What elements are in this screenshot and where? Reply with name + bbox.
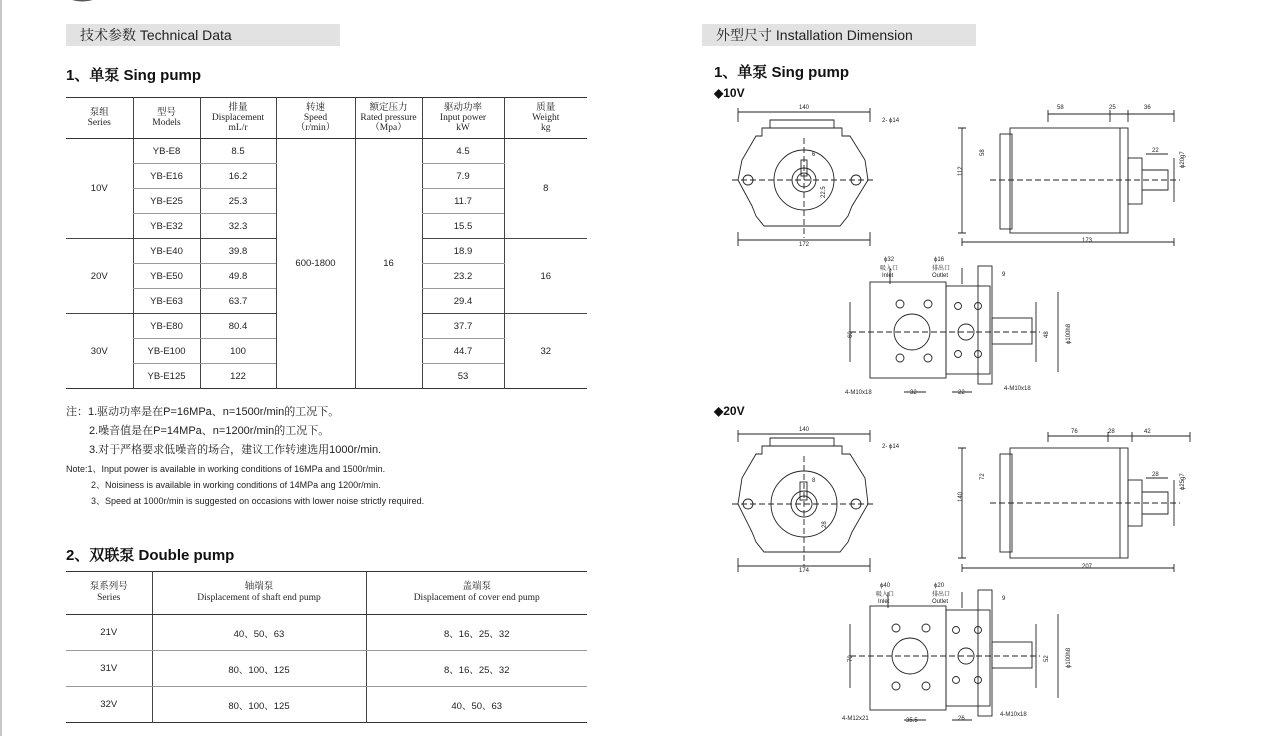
dim-side-h2: 140	[958, 491, 964, 502]
diagram-20v	[700, 416, 1200, 734]
dim-side-h1: 72	[980, 473, 986, 480]
dim-front-top: 140	[799, 105, 810, 111]
diagram-10v	[700, 98, 1200, 400]
power-cell: 15.5	[422, 214, 504, 239]
dim-p32: 32	[910, 390, 917, 396]
subheading-20v: ◆20V	[714, 404, 745, 418]
dim-bolt2: 4-M10x18	[1000, 712, 1027, 718]
dim-side-top2: 25	[1109, 105, 1116, 111]
shaft-end-cell: 80、100、125	[152, 651, 366, 687]
dim-side-shaft: ϕ20g7	[1180, 151, 1186, 168]
weight-cell: 8	[504, 139, 587, 239]
dim-p35: 35.5	[906, 718, 918, 724]
table-row	[66, 139, 587, 164]
pressure-cell: 16	[355, 139, 422, 389]
dim-holes: 2- ϕ14	[882, 118, 900, 124]
series-cell: 20V	[66, 239, 133, 314]
power-cell: 4.5	[422, 139, 504, 164]
model-cell: YB-E40	[133, 239, 200, 264]
model-cell: YB-E25	[133, 189, 200, 214]
installation-dimension-bar	[702, 24, 976, 46]
model-cell: YB-E80	[133, 314, 200, 339]
dim-p9: 9	[1002, 272, 1006, 278]
note-cn-2: 2.噪音值是在P=14MPa、n=1200r/min的工况下。	[89, 425, 330, 437]
dim-side-key: 28	[1152, 472, 1159, 478]
header-power: 驱动功率 Input power kW	[422, 98, 504, 139]
dim-side-top3: 36	[1144, 105, 1151, 111]
series-cell: 31V	[66, 651, 152, 687]
dim-key: 6	[812, 152, 816, 158]
model-cell: YB-E100	[133, 339, 200, 364]
model-cell: YB-E125	[133, 364, 200, 389]
displacement-cell: 32.3	[200, 214, 276, 239]
dim-front-bottom: 172	[799, 242, 810, 248]
power-cell: 7.9	[422, 164, 504, 189]
displacement-cell: 122	[200, 364, 276, 389]
cover-end-cell: 8、16、25、32	[366, 615, 587, 651]
dim-side-bottom: 173	[1082, 238, 1093, 244]
page-edge	[0, 0, 2, 736]
displacement-cell: 49.8	[200, 264, 276, 289]
shaft-end-cell: 80、100、125	[152, 687, 366, 723]
dim-port-in: ϕ40	[880, 583, 891, 589]
speed-cell: 600-1800	[276, 139, 355, 389]
power-cell: 44.7	[422, 339, 504, 364]
displacement-cell: 100	[200, 339, 276, 364]
dim-bolt1: 4-M10x18	[845, 390, 872, 396]
cover-end-cell: 8、16、25、32	[366, 651, 587, 687]
dim-front-top: 140	[799, 427, 810, 433]
dim-center: 22.5	[821, 186, 827, 198]
header-cover-end: 盖端泵 Displacement of cover end pump	[366, 572, 587, 615]
single-pump-heading: 1、单泵 Sing pump	[66, 67, 202, 84]
displacement-cell: 8.5	[200, 139, 276, 164]
table-header-row	[66, 98, 587, 139]
displacement-cell: 63.7	[200, 289, 276, 314]
double-pump-heading: 2、双联泵 Double pump	[66, 547, 235, 564]
dim-front-bottom: 174	[799, 568, 810, 574]
dim-port-in-en: Inlet	[882, 273, 894, 279]
header-displacement: 排量 Displacement mL/r	[200, 98, 276, 139]
series-cell: 32V	[100, 699, 118, 710]
table-row	[66, 687, 587, 723]
dim-port-out: ϕ20	[934, 583, 945, 589]
front-view-20v	[732, 430, 876, 572]
dim-bolt2: 4-M10x18	[1004, 386, 1031, 392]
dim-holes: 2- ϕ14	[882, 444, 900, 450]
dim-side-key: 22	[1152, 148, 1159, 154]
header-shaft-end: 轴端泵 Displacement of shaft end pump	[152, 572, 366, 615]
header-series: 泵系列号 Series	[66, 572, 152, 615]
model-cell: YB-E16	[133, 164, 200, 189]
right-single-pump-heading: 1、单泵 Sing pump	[714, 64, 850, 81]
power-cell: 11.7	[422, 189, 504, 214]
note-cn-3: 3.对于严格要求低噪音的场合，建议工作转速选用1000r/min.	[89, 444, 382, 456]
cover-end-cell: 40、50、63	[366, 687, 587, 723]
dim-p60: 60	[848, 331, 854, 338]
dim-side-top1: 58	[1057, 105, 1064, 111]
dim-p9: 9	[1002, 596, 1006, 602]
dim-center: 28	[822, 521, 828, 528]
dim-side-bottom: 207	[1082, 564, 1093, 570]
technical-data-title: 技术参数 Technical Data	[80, 27, 232, 43]
power-cell: 53	[422, 364, 504, 389]
installation-dimension-title: 外型尺寸 Installation Dimension	[716, 27, 913, 43]
model-cell: YB-E63	[133, 289, 200, 314]
power-cell: 18.9	[422, 239, 504, 264]
power-cell: 23.2	[422, 264, 504, 289]
note-en-1: Note:1、Input power is available in working conditions of 16MPa and 1500r/min.	[66, 464, 386, 474]
dim-port-in: ϕ32	[884, 257, 895, 263]
front-view-10v	[732, 108, 876, 246]
dim-side-top3: 42	[1144, 429, 1151, 435]
double-pump-table	[66, 571, 587, 723]
dim-p26: 26	[958, 716, 965, 722]
dim-port-in-cn: 吸入口	[876, 592, 895, 598]
dim-side-h2: 112	[958, 166, 964, 176]
header-series: 泵组 Series	[66, 98, 133, 139]
model-cell: YB-E50	[133, 264, 200, 289]
dim-port-in-en: Inlet	[878, 599, 890, 605]
displacement-cell: 39.8	[200, 239, 276, 264]
technical-data-bar	[66, 24, 340, 46]
subheading-10v: ◆10V	[714, 86, 745, 100]
dim-p52: 52	[1044, 655, 1050, 662]
header-speed: 转速 Speed （r/min）	[276, 98, 355, 139]
power-cell: 29.4	[422, 289, 504, 314]
dim-port-out-en: Outlet	[932, 599, 949, 605]
dim-pilot: ϕ100h8	[1066, 647, 1072, 668]
port-view-20v	[850, 590, 1058, 720]
dim-port-out-en: Outlet	[932, 273, 949, 279]
dim-pilot: ϕ100h8	[1066, 323, 1072, 344]
table-row	[66, 651, 587, 687]
series-cell: 10V	[66, 139, 133, 239]
dim-p22: 22	[958, 390, 965, 396]
dim-port-out: ϕ16	[934, 257, 945, 263]
side-view-20v	[958, 432, 1190, 572]
notes-block	[66, 403, 424, 509]
power-cell: 37.7	[422, 314, 504, 339]
dim-side-top1: 76	[1071, 429, 1078, 435]
dim-side-h1: 58	[980, 149, 986, 156]
header-weight: 质量 Weight kg	[504, 98, 587, 139]
weight-cell: 32	[504, 314, 587, 389]
header-models: 型号 Models	[133, 98, 200, 139]
port-view-10v	[850, 266, 1058, 392]
displacement-cell: 16.2	[200, 164, 276, 189]
dim-side-shaft: ϕ25g7	[1180, 473, 1186, 490]
displacement-cell: 80.4	[200, 314, 276, 339]
shaft-end-cell: 40、50、63	[152, 615, 366, 651]
table-header-row	[66, 572, 587, 615]
note-cn-1: 注：1.驱动功率是在P=16MPa、n=1500r/min的工况下。	[66, 406, 340, 418]
header-pressure: 额定压力 Rated pressure （Mpa）	[355, 98, 422, 139]
single-pump-table	[66, 97, 587, 389]
model-cell: YB-E32	[133, 214, 200, 239]
dim-p48: 48	[1044, 331, 1050, 338]
weight-cell: 16	[504, 239, 587, 314]
note-en-3: 3、Speed at 1000r/min is suggested on occasions with lower noise strictly required.	[91, 496, 425, 506]
model-cell: YB-E8	[133, 139, 200, 164]
series-cell: 30V	[90, 345, 108, 357]
dim-bolt1: 4-M12x21	[842, 716, 869, 722]
dim-port-out-cn: 排出口	[932, 592, 951, 598]
dim-port-out-cn: 排出口	[932, 266, 951, 272]
dim-port-in-cn: 吸入口	[880, 266, 899, 272]
table-row	[66, 615, 587, 651]
dim-side-top2: 28	[1108, 429, 1115, 435]
series-cell: 21V	[66, 615, 152, 651]
dim-p70: 70	[848, 655, 854, 662]
displacement-cell: 25.3	[200, 189, 276, 214]
note-en-2: 2、Noisiness is available in working conditions of 14MPa ang 1200r/min.	[91, 480, 381, 490]
side-view-10v	[958, 110, 1180, 246]
brand-logo-fragment	[60, 0, 120, 6]
dim-key: 8	[812, 478, 816, 484]
